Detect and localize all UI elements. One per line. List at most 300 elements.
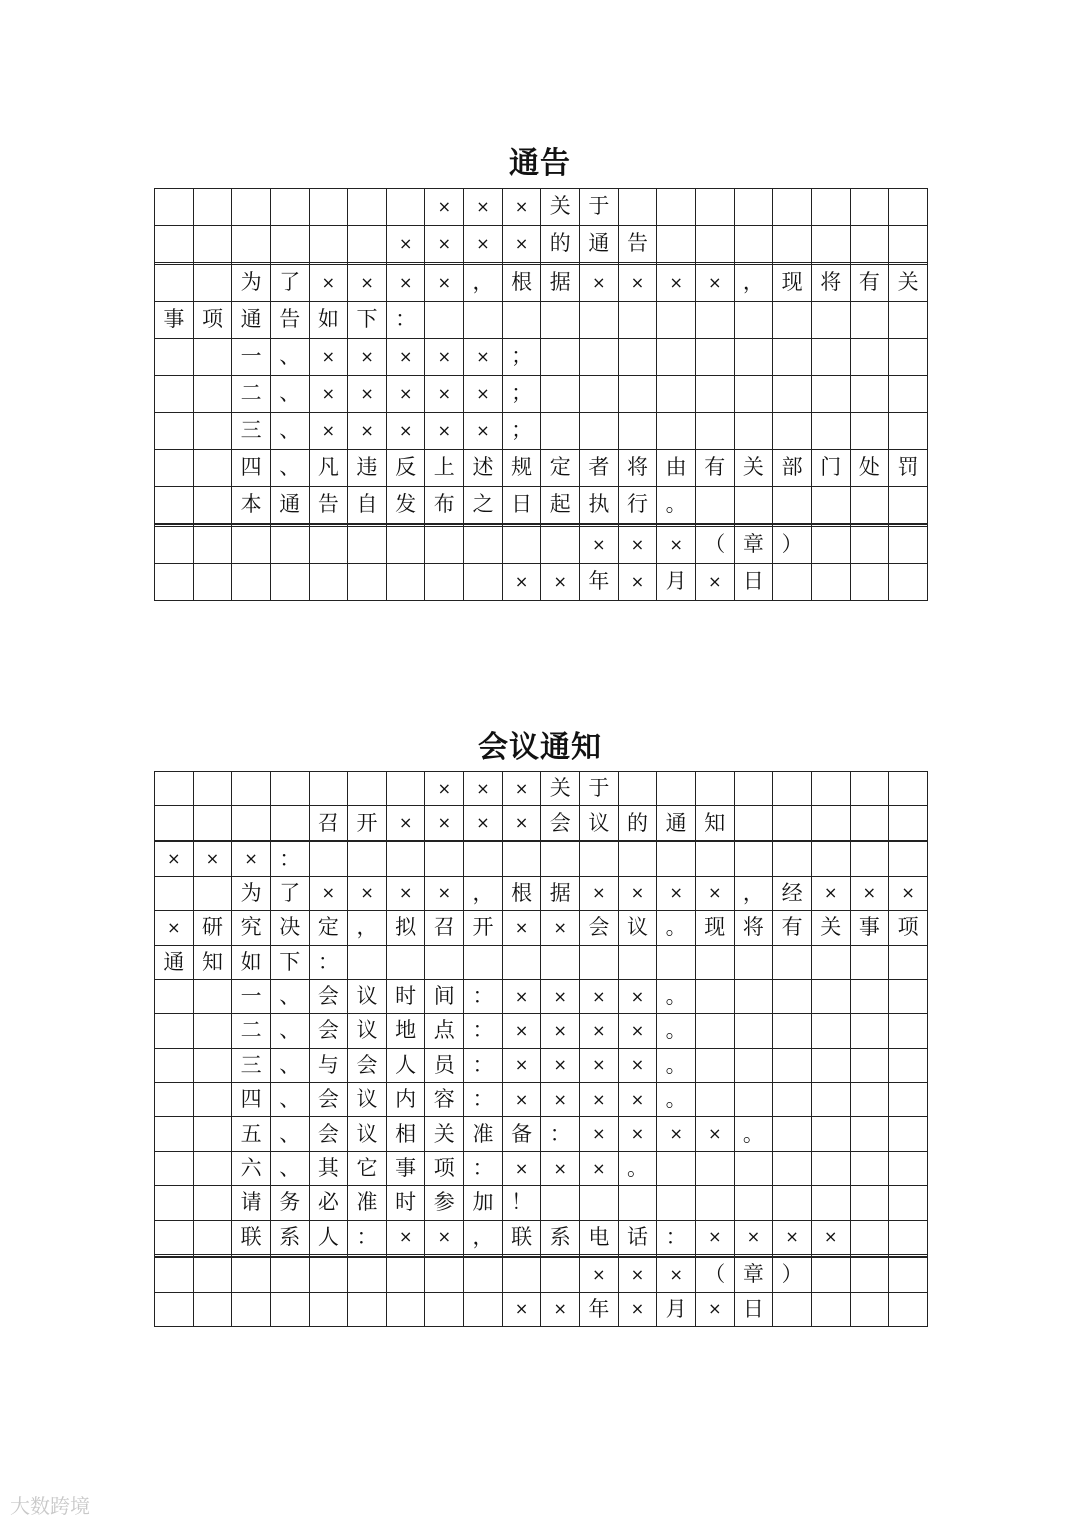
grid-cell [695, 772, 734, 806]
grid-cell [232, 1292, 271, 1326]
grid-cell: × [618, 526, 657, 563]
grid-cell: 它 [348, 1151, 387, 1185]
grid-cell: × [464, 375, 503, 412]
grid-cell: 章 [734, 1258, 773, 1292]
grid-cell: 违 [348, 449, 387, 486]
grid-cell: 、 [270, 449, 309, 486]
grid-cell: 研 [193, 911, 232, 945]
grid-cell [193, 1151, 232, 1185]
grid-cell [695, 486, 734, 523]
grid-cell: 员 [425, 1048, 464, 1082]
grid-cell: 议 [348, 979, 387, 1013]
grid-cell: ： [541, 1117, 580, 1151]
grid-cell [270, 1258, 309, 1292]
grid-cell [811, 1083, 850, 1117]
grid-cell [348, 526, 387, 563]
grid-cell: 起 [541, 486, 580, 523]
grid-cell: × [657, 876, 696, 910]
grid-cell: ： [657, 1220, 696, 1254]
grid-cell [811, 842, 850, 876]
grid-row [155, 526, 928, 563]
grid-cell: × [386, 806, 425, 840]
grid-cell: 有 [773, 911, 812, 945]
grid-cell: 处 [850, 449, 889, 486]
grid-cell: × [309, 876, 348, 910]
grid-cell: × [155, 842, 194, 876]
grid-cell: × [618, 264, 657, 301]
grid-cell [773, 1186, 812, 1220]
grid-row [155, 225, 928, 262]
grid-row [155, 1292, 928, 1326]
grid-cell: 通 [155, 945, 194, 979]
grid-cell: × [464, 338, 503, 375]
grid-cell [618, 301, 657, 338]
grid-cell [425, 301, 464, 338]
grid-cell: × [386, 264, 425, 301]
grid-cell [541, 945, 580, 979]
grid-cell [155, 526, 194, 563]
grid-cell [502, 842, 541, 876]
grid-cell [155, 225, 194, 262]
grid-cell: 月 [657, 1292, 696, 1326]
grid-cell [155, 338, 194, 375]
grid-cell [193, 449, 232, 486]
grid-cell [270, 189, 309, 226]
grid-cell: × [580, 526, 619, 563]
grid-cell [889, 486, 928, 523]
grid-cell [734, 979, 773, 1013]
grid-cell [155, 1258, 194, 1292]
grid-cell: 会 [541, 806, 580, 840]
grid-cell [155, 979, 194, 1013]
grid-cell [850, 979, 889, 1013]
grid-cell: × [502, 979, 541, 1013]
grid-cell [155, 412, 194, 449]
grid-cell [850, 1083, 889, 1117]
grid-cell [695, 225, 734, 262]
grid-cell [464, 301, 503, 338]
grid-cell: × [541, 1083, 580, 1117]
grid-cell [734, 375, 773, 412]
grid-cell: 联 [232, 1220, 271, 1254]
grid-cell: 究 [232, 911, 271, 945]
grid-cell [889, 806, 928, 840]
grid-cell: × [541, 1151, 580, 1185]
grid-cell [580, 338, 619, 375]
grid-cell [773, 1014, 812, 1048]
grid-cell: × [309, 412, 348, 449]
grid-cell: （ [695, 1258, 734, 1292]
grid-cell [232, 563, 271, 600]
grid-cell [464, 842, 503, 876]
grid-cell: ， [464, 264, 503, 301]
grid-cell [811, 1014, 850, 1048]
grid-cell [773, 225, 812, 262]
grid-cell: ） [773, 1258, 812, 1292]
grid-row [155, 842, 928, 876]
grid-cell [850, 189, 889, 226]
grid-cell: 据 [541, 264, 580, 301]
grid-cell [155, 1151, 194, 1185]
grid-cell [193, 772, 232, 806]
grid-cell [850, 1151, 889, 1185]
grid-cell [348, 842, 387, 876]
grid-cell [155, 876, 194, 910]
grid-cell [811, 772, 850, 806]
grid-cell: × [657, 264, 696, 301]
grid-cell [657, 1186, 696, 1220]
grid-cell: 的 [541, 225, 580, 262]
grid-cell [734, 1151, 773, 1185]
grid-cell: × [618, 1014, 657, 1048]
grid-cell: 务 [270, 1186, 309, 1220]
grid-cell [811, 1048, 850, 1082]
grid-cell: 有 [695, 449, 734, 486]
grid-cell: 。 [657, 1083, 696, 1117]
grid-cell: 如 [309, 301, 348, 338]
grid-cell [348, 772, 387, 806]
grid-cell: × [386, 1220, 425, 1254]
grid-cell: × [386, 225, 425, 262]
grid-cell [425, 1258, 464, 1292]
grid-cell: × [425, 225, 464, 262]
grid-cell: 加 [464, 1186, 503, 1220]
grid-cell: 地 [386, 1014, 425, 1048]
grid-row [155, 1186, 928, 1220]
grid-cell [657, 375, 696, 412]
grid-cell: 与 [309, 1048, 348, 1082]
grid-cell [541, 338, 580, 375]
grid-cell: 于 [580, 189, 619, 226]
grid-cell: 自 [348, 486, 387, 523]
grid-cell [734, 1186, 773, 1220]
grid-cell [270, 563, 309, 600]
grid-row [155, 338, 928, 375]
grid-cell [502, 1258, 541, 1292]
grid-cell: × [580, 1083, 619, 1117]
grid-cell: × [193, 842, 232, 876]
grid-cell [734, 772, 773, 806]
grid-cell [695, 412, 734, 449]
grid-cell: × [348, 264, 387, 301]
grid-cell: ） [773, 526, 812, 563]
grid-cell [811, 189, 850, 226]
grid-cell: × [695, 1292, 734, 1326]
grid-cell [773, 1048, 812, 1082]
grid-cell [889, 945, 928, 979]
grid-cell [270, 1292, 309, 1326]
grid-cell: 为 [232, 264, 271, 301]
grid-cell: 议 [580, 806, 619, 840]
grid-cell: 、 [270, 1117, 309, 1151]
grid-cell: 上 [425, 449, 464, 486]
grid-cell [348, 563, 387, 600]
grid-cell [386, 1258, 425, 1292]
grid-cell [773, 1083, 812, 1117]
grid-cell [309, 563, 348, 600]
grid-row [155, 563, 928, 600]
grid-cell: ： [464, 979, 503, 1013]
grid-cell [541, 526, 580, 563]
grid-cell: 开 [464, 911, 503, 945]
grid-cell: × [773, 1220, 812, 1254]
grid-cell: 参 [425, 1186, 464, 1220]
grid-cell [580, 1186, 619, 1220]
grid-cell [193, 486, 232, 523]
grid-cell [270, 806, 309, 840]
grid-cell [618, 189, 657, 226]
grid-cell [695, 1083, 734, 1117]
grid-cell [889, 1258, 928, 1292]
grid-cell: × [541, 979, 580, 1013]
grid-cell: 二 [232, 1014, 271, 1048]
grid-cell: 时 [386, 1186, 425, 1220]
grid-row [155, 449, 928, 486]
grid-cell: 关 [425, 1117, 464, 1151]
grid-cell: × [348, 412, 387, 449]
grid-cell [155, 486, 194, 523]
grid-cell [695, 842, 734, 876]
grid-cell [155, 772, 194, 806]
grid-cell: 决 [270, 911, 309, 945]
grid-cell [773, 979, 812, 1013]
grid-cell: 四 [232, 1083, 271, 1117]
grid-cell: × [386, 876, 425, 910]
grid-cell: 通 [270, 486, 309, 523]
grid-cell [889, 1048, 928, 1082]
grid-cell: 其 [309, 1151, 348, 1185]
grid-cell: 关 [889, 264, 928, 301]
grid-cell [889, 1186, 928, 1220]
grid-cell [193, 1292, 232, 1326]
grid-cell [889, 1014, 928, 1048]
grid-cell: 联 [502, 1220, 541, 1254]
grid-cell [850, 772, 889, 806]
grid-cell [695, 979, 734, 1013]
grid-cell: × [348, 338, 387, 375]
grid-cell: （ [695, 526, 734, 563]
grid-cell: 年 [580, 563, 619, 600]
grid-cell: 将 [734, 911, 773, 945]
grid-cell: 行 [618, 486, 657, 523]
grid-cell: ； [502, 375, 541, 412]
grid-cell: 布 [425, 486, 464, 523]
grid-cell [811, 338, 850, 375]
grid-cell: 据 [541, 876, 580, 910]
grid-cell [773, 375, 812, 412]
grid-cell: × [425, 189, 464, 226]
grid-row [155, 1151, 928, 1185]
grid-cell: 现 [695, 911, 734, 945]
grid-cell [193, 876, 232, 910]
grid-cell: 系 [270, 1220, 309, 1254]
grid-cell [734, 412, 773, 449]
grid-cell: 人 [309, 1220, 348, 1254]
grid-cell [850, 1117, 889, 1151]
notice-title: 通告 [509, 146, 571, 181]
grid-cell: × [580, 1048, 619, 1082]
grid-cell: 关 [541, 189, 580, 226]
grid-cell [850, 945, 889, 979]
grid-cell: ， [734, 264, 773, 301]
meeting-notice-grid [154, 771, 928, 1327]
grid-cell: × [811, 1220, 850, 1254]
grid-cell: 反 [386, 449, 425, 486]
grid-cell [889, 772, 928, 806]
grid-cell [386, 563, 425, 600]
grid-cell [541, 375, 580, 412]
grid-cell: 通 [232, 301, 271, 338]
grid-cell [309, 772, 348, 806]
grid-cell [811, 225, 850, 262]
grid-cell [580, 375, 619, 412]
grid-cell [193, 1117, 232, 1151]
grid-cell: 会 [309, 979, 348, 1013]
grid-cell [657, 1151, 696, 1185]
grid-row [155, 412, 928, 449]
grid-cell: × [309, 375, 348, 412]
grid-cell [850, 225, 889, 262]
grid-cell [309, 842, 348, 876]
grid-cell [580, 842, 619, 876]
grid-cell: × [502, 1151, 541, 1185]
grid-cell: 知 [695, 806, 734, 840]
grid-cell: 本 [232, 486, 271, 523]
grid-cell [155, 1117, 194, 1151]
grid-cell [889, 1117, 928, 1151]
grid-cell: 话 [618, 1220, 657, 1254]
grid-cell: 议 [618, 911, 657, 945]
grid-cell [309, 225, 348, 262]
grid-cell: × [425, 412, 464, 449]
grid-cell: × [386, 338, 425, 375]
grid-cell [734, 945, 773, 979]
grid-cell: × [464, 412, 503, 449]
grid-cell [695, 301, 734, 338]
grid-cell [270, 225, 309, 262]
grid-cell [232, 1258, 271, 1292]
grid-cell [193, 563, 232, 600]
grid-cell: × [657, 526, 696, 563]
grid-cell: 六 [232, 1151, 271, 1185]
grid-cell: × [502, 1048, 541, 1082]
grid-cell [193, 189, 232, 226]
grid-cell [657, 301, 696, 338]
grid-cell: × [386, 375, 425, 412]
grid-cell: 定 [541, 449, 580, 486]
grid-cell [464, 1292, 503, 1326]
grid-cell [348, 1292, 387, 1326]
grid-cell [889, 1292, 928, 1326]
grid-cell [695, 1014, 734, 1048]
grid-cell [618, 945, 657, 979]
grid-cell [155, 375, 194, 412]
grid-cell: 关 [734, 449, 773, 486]
grid-cell [889, 1220, 928, 1254]
grid-cell: 相 [386, 1117, 425, 1151]
meeting-notice-title: 会议通知 [478, 730, 602, 765]
grid-cell: 召 [425, 911, 464, 945]
grid-cell: 月 [657, 563, 696, 600]
grid-cell: 三 [232, 1048, 271, 1082]
grid-cell: 事 [155, 301, 194, 338]
grid-cell: 事 [850, 911, 889, 945]
grid-cell: 、 [270, 979, 309, 1013]
grid-row [155, 945, 928, 979]
grid-cell [464, 1258, 503, 1292]
grid-cell: 下 [270, 945, 309, 979]
grid-cell [193, 1220, 232, 1254]
grid-cell [773, 486, 812, 523]
grid-cell [580, 945, 619, 979]
grid-cell: × [386, 412, 425, 449]
grid-cell: 一 [232, 979, 271, 1013]
grid-cell: 了 [270, 876, 309, 910]
grid-cell [889, 979, 928, 1013]
grid-cell [155, 806, 194, 840]
grid-cell: 系 [541, 1220, 580, 1254]
grid-cell [811, 1292, 850, 1326]
grid-row [155, 301, 928, 338]
grid-cell [850, 1186, 889, 1220]
grid-cell [811, 563, 850, 600]
grid-cell [773, 842, 812, 876]
grid-cell: 通 [657, 806, 696, 840]
grid-cell [657, 945, 696, 979]
grid-cell: × [502, 806, 541, 840]
grid-cell: 根 [502, 876, 541, 910]
grid-cell [850, 1014, 889, 1048]
grid-cell: 为 [232, 876, 271, 910]
grid-cell: × [695, 563, 734, 600]
grid-cell [850, 806, 889, 840]
grid-cell: 五 [232, 1117, 271, 1151]
grid-cell [850, 486, 889, 523]
grid-cell: ： [386, 301, 425, 338]
grid-cell: × [348, 375, 387, 412]
grid-cell: ； [502, 412, 541, 449]
grid-cell [618, 842, 657, 876]
grid-cell: 一 [232, 338, 271, 375]
grid-cell [734, 842, 773, 876]
grid-cell: × [425, 338, 464, 375]
grid-cell [386, 526, 425, 563]
grid-cell [618, 338, 657, 375]
grid-cell [193, 1048, 232, 1082]
grid-cell [155, 1220, 194, 1254]
grid-cell: 的 [618, 806, 657, 840]
grid-cell: 执 [580, 486, 619, 523]
grid-cell [193, 1014, 232, 1048]
grid-cell [348, 1258, 387, 1292]
grid-row [155, 876, 928, 910]
grid-cell: ： [464, 1151, 503, 1185]
grid-cell: 备 [502, 1117, 541, 1151]
grid-row [155, 486, 928, 523]
grid-cell [773, 563, 812, 600]
grid-cell [309, 1258, 348, 1292]
grid-cell [811, 945, 850, 979]
grid-cell: 、 [270, 412, 309, 449]
grid-cell [811, 1258, 850, 1292]
grid-cell [657, 412, 696, 449]
grid-cell [193, 225, 232, 262]
grid-cell: × [618, 1083, 657, 1117]
grid-cell: × [425, 264, 464, 301]
grid-cell: × [657, 1258, 696, 1292]
grid-cell: × [309, 338, 348, 375]
grid-cell: × [618, 876, 657, 910]
